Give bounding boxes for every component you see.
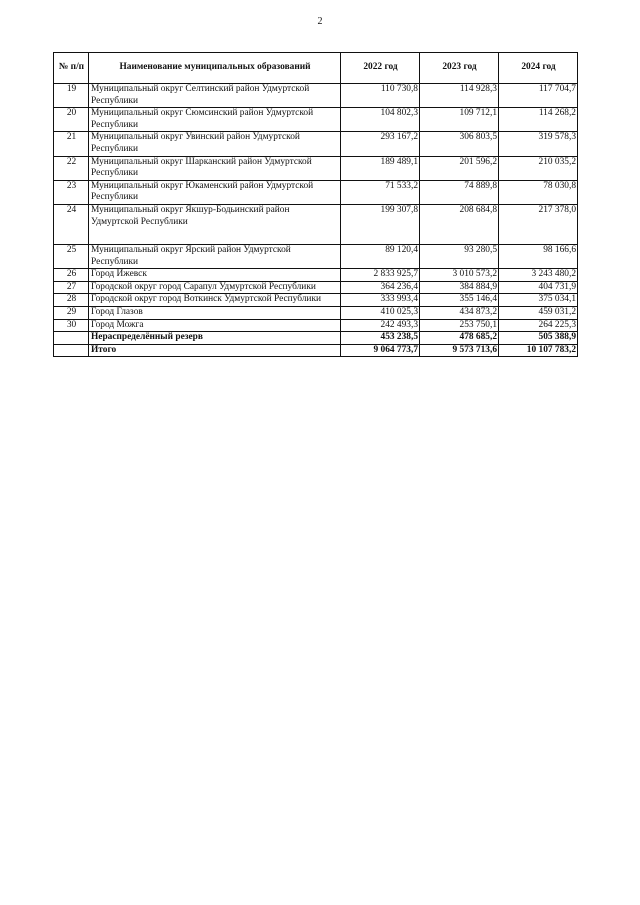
reserve-row <box>54 332 578 345</box>
header-name: Наименование муниципальных образований <box>89 53 341 84</box>
row-2024: 375 034,1 <box>499 294 578 307</box>
row-num: 28 <box>54 294 89 307</box>
row-num: 19 <box>54 84 89 108</box>
header-2022: 2022 год <box>341 53 420 84</box>
row-2023: 114 928,3 <box>420 84 499 108</box>
row-name: Городской округ город Воткинск Удмуртской Республики <box>89 294 341 307</box>
row-2024: 404 731,9 <box>499 281 578 294</box>
row-2023: 306 803,5 <box>420 132 499 156</box>
row-2022: 89 120,4 <box>341 244 420 268</box>
row-2023: 355 146,4 <box>420 294 499 307</box>
total-row <box>54 344 578 357</box>
row-2023: 384 884,9 <box>420 281 499 294</box>
reserve-2023: 478 685,2 <box>420 332 499 345</box>
header-2024: 2024 год <box>499 53 578 84</box>
row-num: 24 <box>54 204 89 244</box>
row-2022: 333 993,4 <box>341 294 420 307</box>
row-name: Муниципальный округ Юкаменский район Удмуртской Республики <box>89 180 341 204</box>
row-num: 21 <box>54 132 89 156</box>
row-2024: 78 030,8 <box>499 180 578 204</box>
row-2024: 117 704,7 <box>499 84 578 108</box>
row-2023: 109 712,1 <box>420 108 499 132</box>
row-name: Муниципальный округ Селтинский район Удмуртской Республики <box>89 84 341 108</box>
reserve-num <box>54 332 89 345</box>
row-2024: 98 166,6 <box>499 244 578 268</box>
table-row <box>54 132 578 156</box>
row-2023: 434 873,2 <box>420 306 499 319</box>
table-row <box>54 306 578 319</box>
row-num: 29 <box>54 306 89 319</box>
row-name: Город Можга <box>89 319 341 332</box>
row-2022: 242 493,3 <box>341 319 420 332</box>
row-2024: 264 225,3 <box>499 319 578 332</box>
page-number: 2 <box>317 16 323 27</box>
header-row <box>54 53 578 84</box>
row-2022: 2 833 925,7 <box>341 269 420 282</box>
table-row <box>54 156 578 180</box>
total-2024: 10 107 783,2 <box>499 344 578 357</box>
table-row <box>54 108 578 132</box>
row-2023: 201 596,2 <box>420 156 499 180</box>
row-2024: 459 031,2 <box>499 306 578 319</box>
row-2022: 71 533,2 <box>341 180 420 204</box>
table-row <box>54 204 578 244</box>
budget-table <box>53 52 578 357</box>
reserve-2022: 453 238,5 <box>341 332 420 345</box>
row-num: 20 <box>54 108 89 132</box>
row-name: Город Ижевск <box>89 269 341 282</box>
row-2023: 208 684,8 <box>420 204 499 244</box>
row-2023: 253 750,1 <box>420 319 499 332</box>
table-row <box>54 269 578 282</box>
row-name: Муниципальный округ Увинский район Удмуртской Республики <box>89 132 341 156</box>
table-row <box>54 294 578 307</box>
row-name: Муниципальный округ Ярский район Удмуртской Республики <box>89 244 341 268</box>
row-2024: 3 243 480,2 <box>499 269 578 282</box>
total-name: Итого <box>89 344 341 357</box>
row-2022: 199 307,8 <box>341 204 420 244</box>
row-2022: 410 025,3 <box>341 306 420 319</box>
table-row <box>54 84 578 108</box>
row-2022: 293 167,2 <box>341 132 420 156</box>
row-2024: 210 035,2 <box>499 156 578 180</box>
row-name: Город Глазов <box>89 306 341 319</box>
row-2023: 3 010 573,2 <box>420 269 499 282</box>
header-2023: 2023 год <box>420 53 499 84</box>
reserve-2024: 505 388,9 <box>499 332 578 345</box>
reserve-name: Нераспределённый резерв <box>89 332 341 345</box>
row-2024: 319 578,3 <box>499 132 578 156</box>
row-2023: 93 280,5 <box>420 244 499 268</box>
row-2022: 110 730,8 <box>341 84 420 108</box>
row-num: 30 <box>54 319 89 332</box>
total-num <box>54 344 89 357</box>
row-name: Муниципальный округ Якшур-Бодьинский район Удмуртской Республики <box>89 204 341 244</box>
table-row <box>54 244 578 268</box>
table-row <box>54 281 578 294</box>
row-2022: 104 802,3 <box>341 108 420 132</box>
total-2022: 9 064 773,7 <box>341 344 420 357</box>
row-num: 25 <box>54 244 89 268</box>
row-num: 26 <box>54 269 89 282</box>
row-name: Муниципальный округ Сюмсинский район Удмуртской Республики <box>89 108 341 132</box>
row-num: 23 <box>54 180 89 204</box>
row-num: 22 <box>54 156 89 180</box>
row-name: Муниципальный округ Шарканский район Удмуртской Республики <box>89 156 341 180</box>
row-2022: 364 236,4 <box>341 281 420 294</box>
row-2024: 114 268,2 <box>499 108 578 132</box>
row-2023: 74 889,8 <box>420 180 499 204</box>
table-row <box>54 319 578 332</box>
row-2022: 189 489,1 <box>341 156 420 180</box>
header-num: № п/п <box>54 53 89 84</box>
row-2024: 217 378,0 <box>499 204 578 244</box>
table-row <box>54 180 578 204</box>
row-name: Городской округ город Сарапул Удмуртской Республики <box>89 281 341 294</box>
row-num: 27 <box>54 281 89 294</box>
total-2023: 9 573 713,6 <box>420 344 499 357</box>
